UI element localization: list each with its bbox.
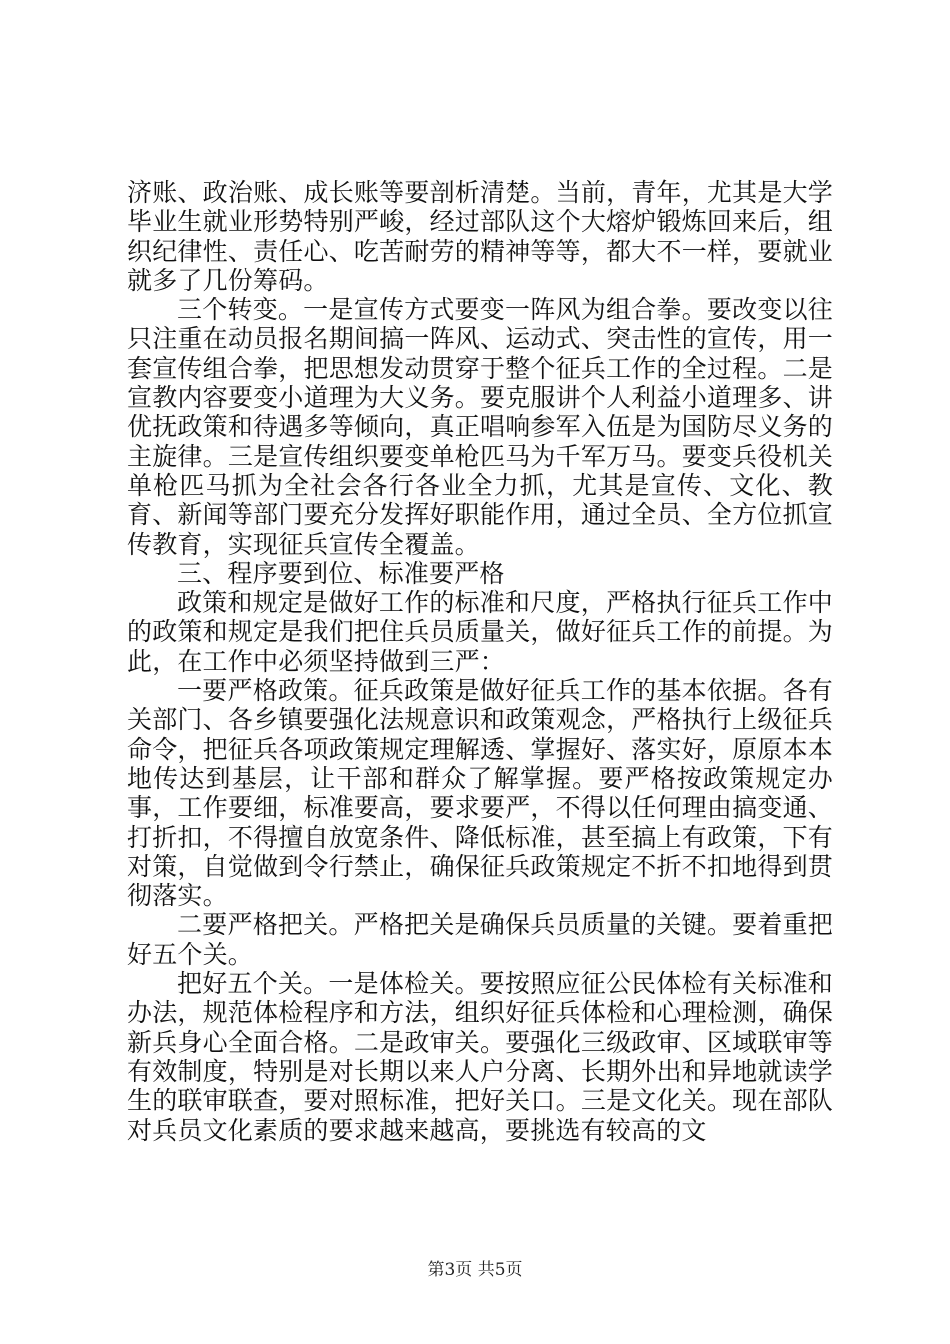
paragraph-three-changes: 三个转变。一是宣传方式要变一阵风为组合拳。要改变以往只注重在动员报名期间搞一阵风、运动式、突击性的宣传，用一套宣传组合拳，把思想发动贯穿于整个征兵工作的全过程。二是宣教内容要变小道理为大义务。要克服讲个人利益小道理多、讲优抚政策和待遇多等倾向，真正唱响参军入伍是为国防尽义务的主旋律。三是宣传组织要变单枪匹马为千军万马。要变兵役机关单枪匹马抓为全社会各行各业全力抓，尤其是宣传、文化、教育、新闻等部门要充分发挥好职能作用，通过全员、全方位抓宣传教育，实现征兵宣传全覆盖。	[127, 295, 833, 559]
section-heading: 三、程序要到位、标准要严格	[177, 558, 505, 588]
paragraph-five-checks: 把好五个关。一是体检关。要按照应征公民体检有关标准和办法，规范体检程序和方法，组织好征兵体检和心理检测，确保新兵身心全面合格。二是政审关。要强化三级政审、区域联审等有效制度，特别是对长期以来人户分离、长期外出和异地就读学生的联审联查，要对照标准，把好关口。三是文化关。现在部队对兵员文化素质的要求越来越高，要挑选有较高的文	[127, 969, 833, 1145]
paragraph-strict-policy: 一要严格政策。征兵政策是做好征兵工作的基本依据。各有关部门、各乡镇要强化法规意识和政策观念，严格执行上级征兵命令，把征兵各项政策规定理解透、掌握好、落实好，原原本本地传达到基层，让干部和群众了解掌握。要严格按政策规定办事，工作要细，标准要高，要求要严，不得以任何理由搞变通、打折扣，不得擅自放宽条件、降低标准，甚至搞上有政策，下有对策，自觉做到令行禁止，确保征兵政策规定不折不扣地得到贯彻落实。	[127, 676, 833, 911]
page-number-footer: 第3页 共5页	[427, 1260, 523, 1280]
paragraph-continuation: 济账、政治账、成长账等要剖析清楚。当前，青年，尤其是大学毕业生就业形势特别严峻，经过部队这个大熔炉锻炼回来后，组织纪律性、责任心、吃苦耐劳的精神等等，都大不一样，要就业就多了几份筹码。	[127, 178, 833, 295]
paragraph-strict-check: 二要严格把关。严格把关是确保兵员质量的关键。要着重把好五个关。	[127, 910, 833, 969]
document-body	[127, 178, 833, 1145]
paragraph-policy-intro: 政策和规定是做好工作的标准和尺度，严格执行征兵工作中的政策和规定是我们把住兵员质量关，做好征兵工作的前提。为此，在工作中必须坚持做到三严：	[127, 588, 833, 676]
